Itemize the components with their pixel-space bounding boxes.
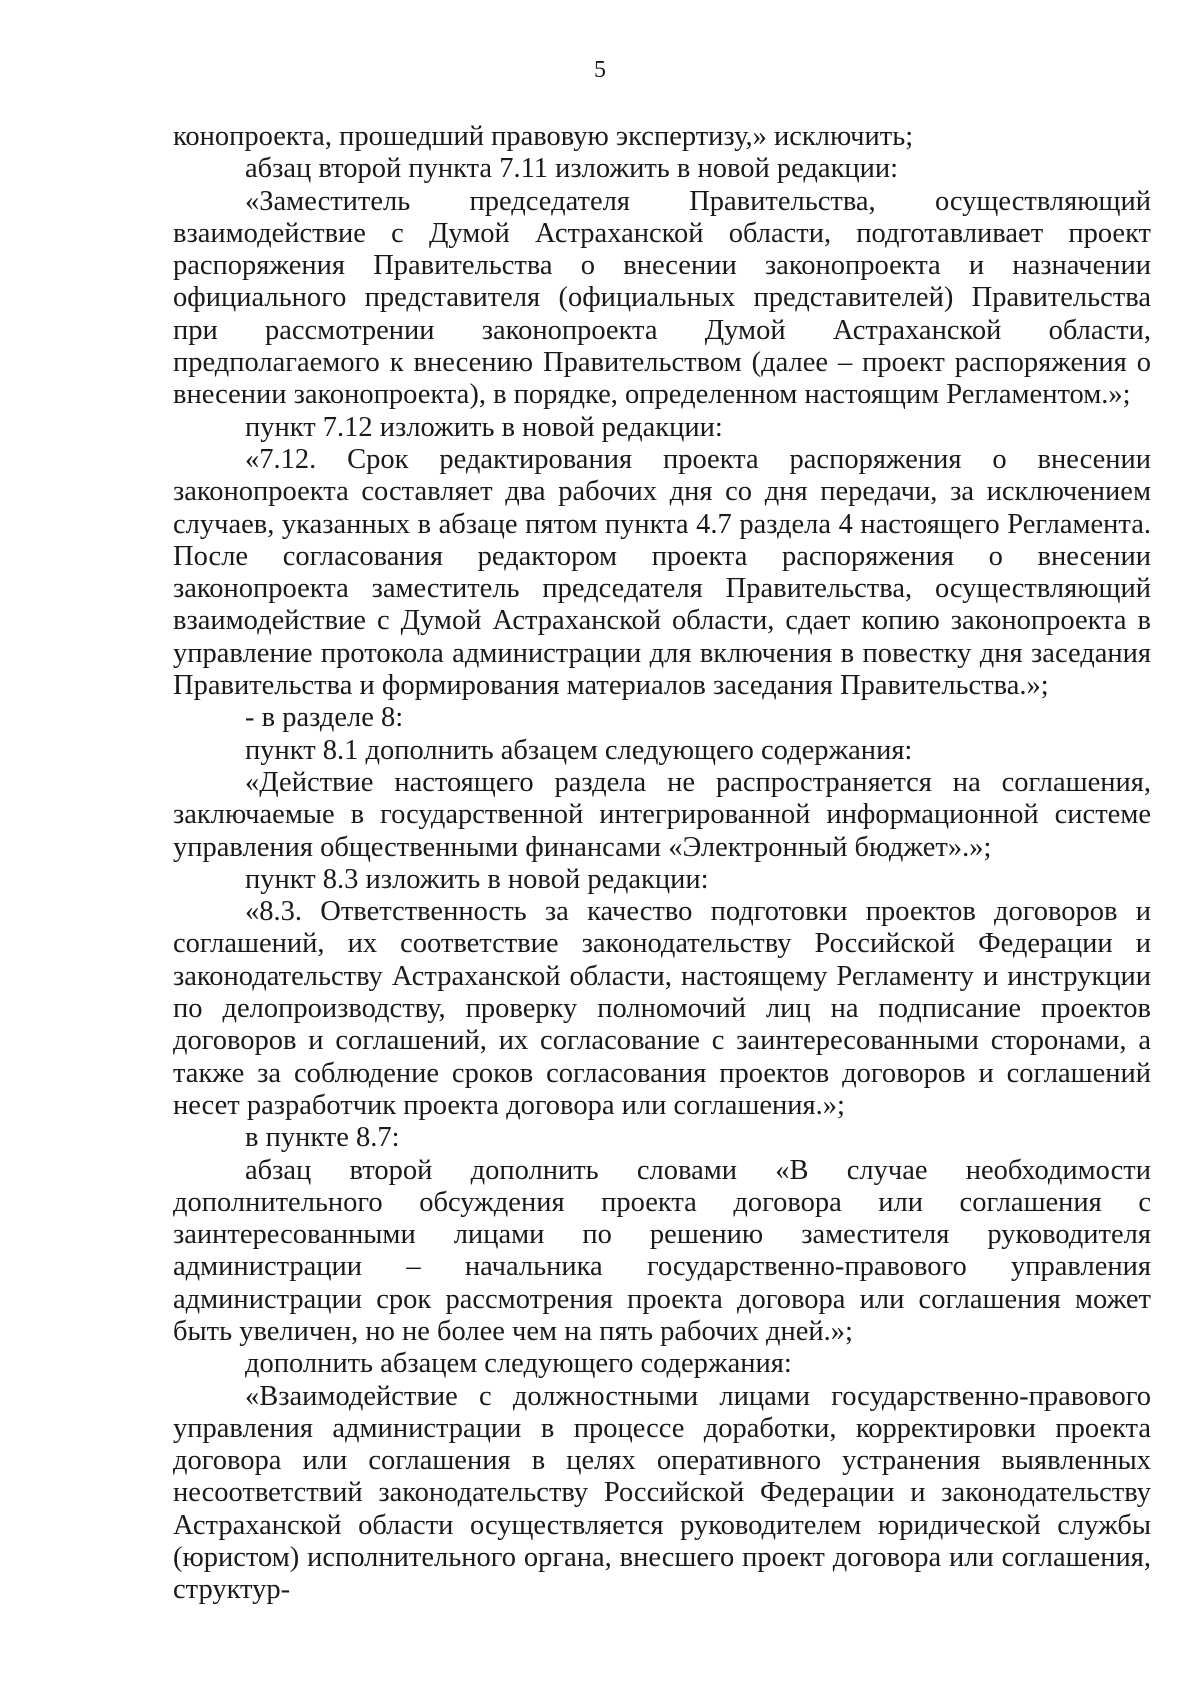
paragraph: конопроекта, прошедший правовую экспертизу,» исключить; (173, 121, 914, 152)
paragraph: пункт 7.12 изложить в новой редакции: (245, 411, 723, 443)
page-number: 5 (594, 57, 606, 83)
paragraph: абзац второй пункта 7.11 изложить в новой редакции: (245, 153, 899, 185)
document-body (173, 121, 1151, 1607)
paragraph: «Действие настоящего раздела не распространяется на соглашения, заключаемые в государственной интегрированной информационной системе управления общественными финансами «Электронный бюджет».»; (173, 766, 1151, 863)
paragraph: - в разделе 8: (245, 702, 404, 734)
paragraph: в пункте 8.7: (245, 1122, 400, 1154)
paragraph: пункт 8.1 дополнить абзацем следующего содержания: (245, 734, 913, 766)
paragraph: пункт 8.3 изложить в новой редакции: (245, 863, 709, 895)
paragraph: дополнить абзацем следующего содержания: (245, 1348, 792, 1380)
paragraph: «Взаимодействие с должностными лицами государственно-правового управления администрации в процессе доработки, корректировки проекта договора или соглашения в целях оперативного устранения выявленных несоответствий законодательству Российской Федерации и законодательству Астраханской области осуществляется руководителем юридической службы (юристом) исполнительного органа, внесшего проект договора или соглашения, структур- (173, 1380, 1151, 1606)
paragraph: абзац второй дополнить словами «В случае необходимости дополнительного обсуждения проекта договора или соглашения с заинтересованными лицами по решению заместителя руководителя администрации – начальника государственно-правового управления администрации срок рассмотрения проекта договора или соглашения может быть увеличен, но не более чем на пять рабочих дней.»; (173, 1154, 1151, 1347)
paragraph: «7.12. Срок редактирования проекта распоряжения о внесении законопроекта составляет два рабочих дня со дня передачи, за исключением случаев, указанных в абзаце пятом пункта 4.7 раздела 4 настоящего Регламента. После согласования редактором проекта распоряжения о внесении законопроекта заместитель председателя Правительства, осуществляющий взаимодействие с Думой Астраханской области, сдает копию законопроекта в управление протокола администрации для включения в повестку дня заседания Правительства и формирования материалов заседания Правительства.»; (173, 443, 1151, 702)
paragraph: «Заместитель председателя Правительства, осуществляющий взаимодействие с Думой Астраханской области, подготавливает проект распоряжения Правительства о внесении законопроекта и назначении официального представителя (официальных представителей) Правительства при рассмотрении законопроекта Думой Астраханской области, предполагаемого к внесению Правительством (далее – проект распоряжения о внесении законопроекта), в порядке, определенном настоящим Регламентом.»; (173, 185, 1151, 411)
paragraph: «8.3. Ответственность за качество подготовки проектов договоров и соглашений, их соответствие законодательству Российской Федерации и законодательству Астраханской области, настоящему Регламенту и инструкции по делопроизводству, проверку полномочий лиц на подписание проектов договоров и соглашений, их согласование с заинтересованными сторонами, а также за соблюдение сроков согласования проектов договоров и соглашений несет разработчик проекта договора или соглашения.»; (173, 896, 1151, 1121)
